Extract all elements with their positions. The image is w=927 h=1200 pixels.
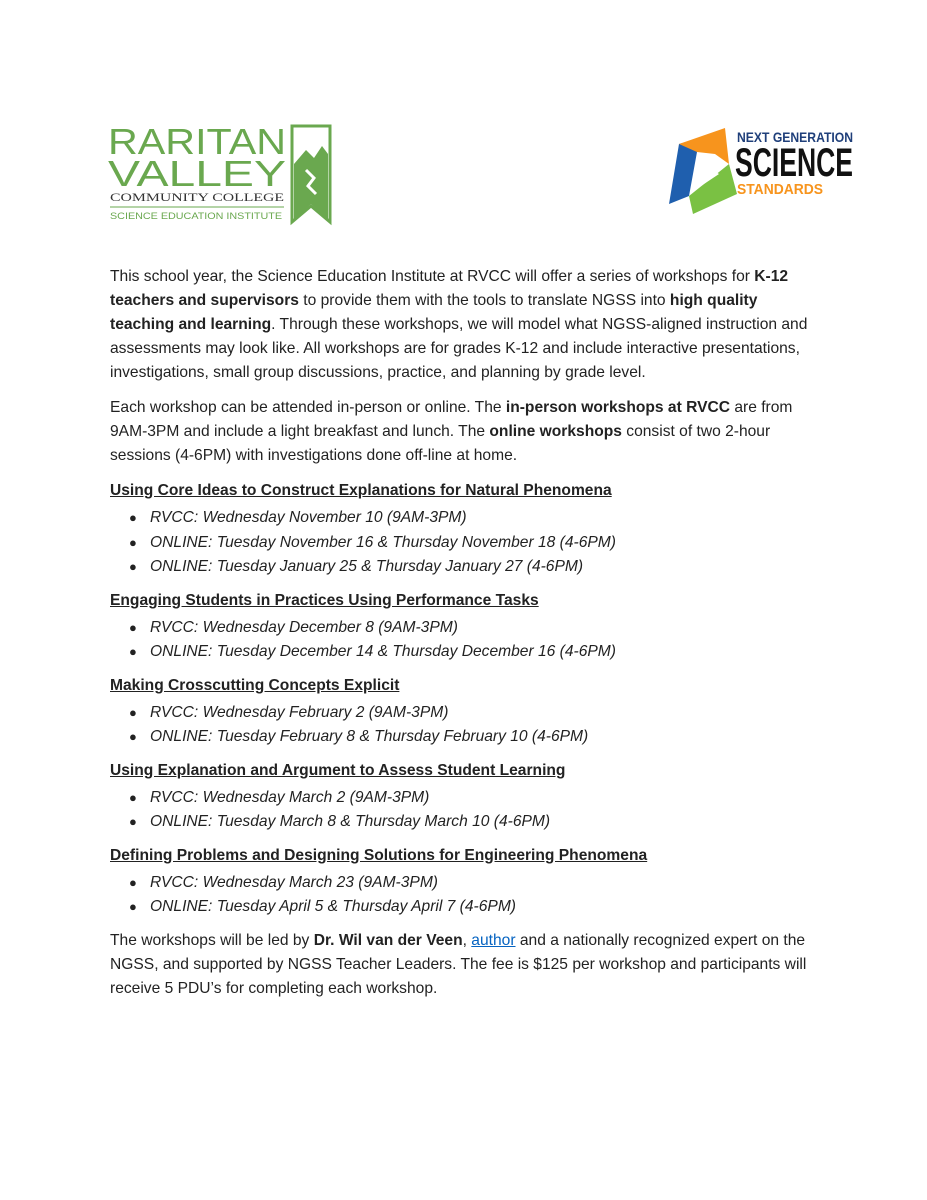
workshop-title: Using Core Ideas to Construct Explanations for Natural Phenomena <box>110 482 612 499</box>
workshop-date-item <box>110 810 822 835</box>
ngss-logo-line3: STANDARDS <box>737 181 823 198</box>
workshop-date-text: ONLINE: Tuesday December 14 & Thursday December 16 (4-6PM) <box>150 643 616 660</box>
workshop-date-item <box>110 555 822 580</box>
closing-text: and a nationally recognized expert on the NGSS, and supported by NGSS Teacher Leaders. The fee is $125 per workshop and participants will receive 5 PDU’s for completing each workshop. <box>110 931 807 997</box>
workshop-date-text: ONLINE: Tuesday March 8 & Thursday March 10 (4-6PM) <box>150 813 551 830</box>
author-link[interactable]: author <box>471 931 516 949</box>
ngss-swirl-icon <box>669 128 737 214</box>
workshop-dates <box>110 871 822 920</box>
closing-text: , <box>462 931 472 949</box>
intro-text: consist of two 2-hour sessions (4-6PM) with investigations done off-line at home. <box>110 423 771 464</box>
workshop-date-item <box>110 786 822 811</box>
intro-bold-online: online workshops <box>489 423 622 440</box>
closing-paragraph <box>110 929 822 1001</box>
workshop-date-item <box>110 640 822 665</box>
workshop-date-text: RVCC: Wednesday November 10 (9AM-3PM) <box>150 509 467 526</box>
intro-text: are from 9AM-3PM and include a light breakfast and lunch. The <box>110 399 793 440</box>
ngss-logo-line1: NEXT GENERATION <box>737 129 853 145</box>
ngss-logo <box>667 124 857 216</box>
workshop-date-text: ONLINE: Tuesday February 8 & Thursday February 10 (4-6PM) <box>150 728 589 745</box>
intro-bold-audience: K-12 teachers and supervisors <box>110 268 789 309</box>
workshop-section <box>110 674 822 750</box>
intro-bold-goal: high quality teaching and learning <box>110 292 758 333</box>
workshop-section <box>110 479 822 580</box>
intro-text: Each workshop can be attended in-person or online. The <box>110 399 506 416</box>
workshop-dates <box>110 701 822 750</box>
bullet-icon: ● <box>129 874 137 890</box>
workshop-date-text: ONLINE: Tuesday January 25 & Thursday January 27 (4-6PM) <box>150 558 584 575</box>
bullet-icon: ● <box>129 729 137 744</box>
intro-text: to provide them with the tools to translate NGSS into <box>298 292 670 309</box>
bullet-icon: ● <box>129 559 137 574</box>
bullet-icon: ● <box>129 534 137 550</box>
rvcc-ribbon-icon <box>292 126 330 222</box>
workshop-date-text: RVCC: Wednesday March 23 (9AM-3PM) <box>150 873 439 891</box>
workshop-title: Using Explanation and Argument to Assess Student Learning <box>110 761 566 779</box>
workshop-section <box>110 844 822 920</box>
workshop-date-item <box>110 701 822 726</box>
workshop-date-item <box>110 506 822 531</box>
presenter-name: Dr. Wil van der Veen <box>313 931 463 949</box>
bullet-icon: ● <box>129 789 137 805</box>
intro-paragraph-1 <box>110 265 822 385</box>
ngss-logo-line2: SCIENCE <box>735 141 853 185</box>
intro-text: This school year, the Science Education Institute at RVCC will offer a series of workshops for <box>110 268 755 285</box>
workshop-title: Defining Problems and Designing Solutions for Engineering Phenomena <box>110 846 648 864</box>
workshop-date-text: ONLINE: Tuesday April 5 & Thursday April 7 (4-6PM) <box>150 898 516 915</box>
workshop-date-item <box>110 725 822 750</box>
bullet-icon: ● <box>129 704 137 720</box>
workshop-date-item <box>110 871 822 896</box>
workshop-date-text: ONLINE: Tuesday November 16 & Thursday November 18 (4-6PM) <box>150 533 616 551</box>
rvcc-logo-line1: RARITAN <box>108 121 286 162</box>
workshop-date-text: RVCC: Wednesday February 2 (9AM-3PM) <box>150 703 449 721</box>
closing-text: The workshops will be led by <box>110 931 314 949</box>
workshop-date-text: RVCC: Wednesday December 8 (9AM-3PM) <box>150 618 458 636</box>
rvcc-logo-line2: VALLEY <box>108 153 286 194</box>
rvcc-logo-line4: SCIENCE EDUCATION INSTITUTE <box>110 211 282 221</box>
intro-paragraph-2 <box>110 396 822 468</box>
workshop-title: Engaging Students in Practices Using Performance Tasks <box>110 591 539 609</box>
workshop-dates <box>110 616 822 665</box>
workshop-date-item <box>110 616 822 641</box>
rvcc-logo <box>108 121 338 226</box>
workshop-date-text: RVCC: Wednesday March 2 (9AM-3PM) <box>150 788 430 806</box>
document-body <box>110 265 822 1012</box>
intro-bold-inperson: in-person workshops at RVCC <box>505 399 730 416</box>
intro-text: . Through these workshops, we will model what NGSS-aligned instruction and assessments may look like. All workshops are for grades K-12 and include interactive presentations, investigations, small group discussions, practice, and planning by grade level. <box>110 316 808 381</box>
workshop-section <box>110 589 822 665</box>
workshop-dates <box>110 506 822 580</box>
bullet-icon: ● <box>129 814 137 829</box>
workshop-title: Making Crosscutting Concepts Explicit <box>110 676 400 694</box>
bullet-icon: ● <box>129 644 137 659</box>
bullet-icon: ● <box>129 619 137 635</box>
workshop-date-item <box>110 895 822 920</box>
workshop-section <box>110 759 822 835</box>
bullet-icon: ● <box>129 510 137 525</box>
rvcc-logo-line3: COMMUNITY COLLEGE <box>110 190 284 204</box>
bullet-icon: ● <box>129 899 137 914</box>
workshop-date-item <box>110 531 822 556</box>
workshop-dates <box>110 786 822 835</box>
